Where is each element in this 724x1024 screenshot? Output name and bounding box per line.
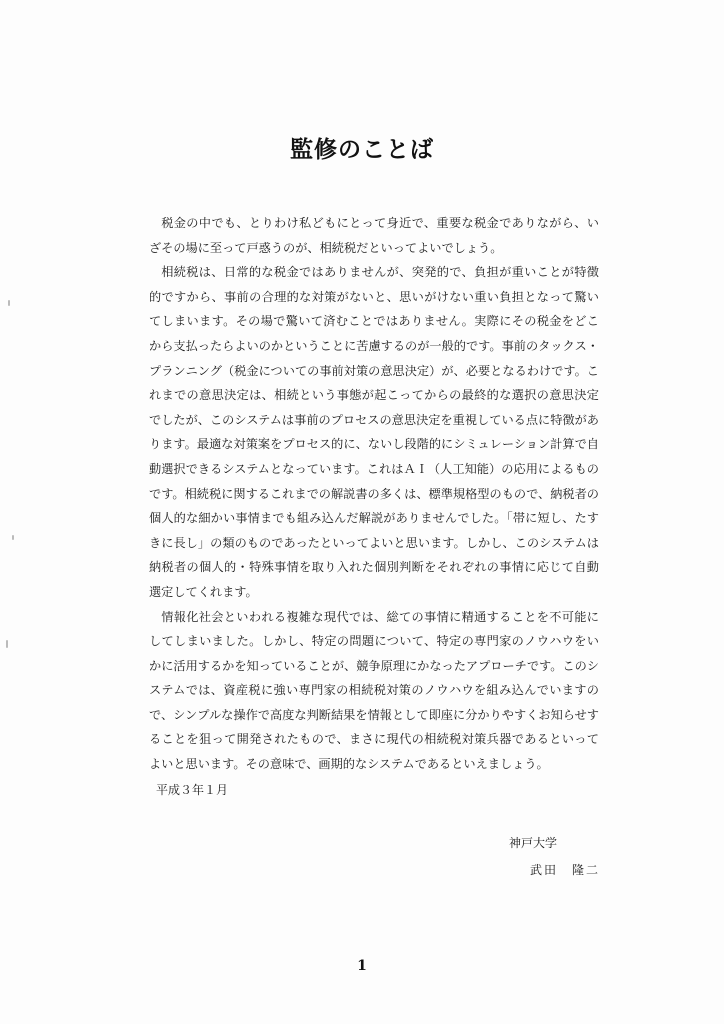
paragraph: 情報化社会といわれる複雑な現代では、総ての事情に精通することを不可能にしてしまいました。しかし、特定の問題について、特定の専門家のノウハウをいかに活用するかを知っていることが、競争原理にかなったアプローチです。このシステムでは、資産税に強い専門家の相続税対策のノウハウを組み込んでいますので、シンプルな操作で高度な判断結果を情報として即座に分かりやすくお知らせすることを狙って開発されたもので、まさに現代の相続税対策兵器であるといってよいと思います。その意味で、画期的なシステムであるといえましょう。 xyxy=(149,609,599,772)
paragraph: 相続税は、日常的な税金ではありませんが、突発的で、負担が重いことが特徴的ですから、事前の合理的な対策がないと、思いがけない重い負担となって驚いてしまいます。その場で驚いて済むことではありません。実際にその税金をどこから支払ったらよいのかということに苦慮するのが一般的です。事前のタックス・プランニング（税金についての事前対策の意思決定）が、必要となるわけです。これまでの意思決定は、相続という事態が起こってからの最終的な選択の意思決定でしたが、このシステムは事前のプロセスの意思決定を重視している点に特徴があります。最適な対策案をプロセス的に、ないし段階的にシミュレーション計算で自動選択できるシステムとなっています。これはＡＩ（人工知能）の応用によるものです。相続税に関するこれまでの解説書の多くは、標準規格型のもので、納税者の個人的な細かい事情までも組み込んだ解説がありませんでした。「帯に短し、たすきに長し」の類のものであったといってよいと思います。しかし、このシステムは納税者の個人的・特殊事情を取り入れた個別判断をそれぞれの事情に応じて自動選定してくれます。 xyxy=(149,265,599,599)
scan-artifact xyxy=(6,640,8,648)
scan-artifact xyxy=(8,300,10,306)
page-title: 監修のことば xyxy=(290,137,434,163)
scan-artifact xyxy=(12,535,14,540)
date: 平成３年１月 xyxy=(156,783,229,797)
body-text xyxy=(149,211,599,777)
paragraph: 税金の中でも、とりわけ私どもにとって身近で、重要な税金でありながら、いざその場に至って戸惑うのが、相続税だといってよいでしょう。 xyxy=(149,216,599,255)
author-affiliation: 神戸大学 xyxy=(509,836,558,850)
page-number: 1 xyxy=(357,958,367,974)
author-name: 武田 隆二 xyxy=(530,863,601,877)
